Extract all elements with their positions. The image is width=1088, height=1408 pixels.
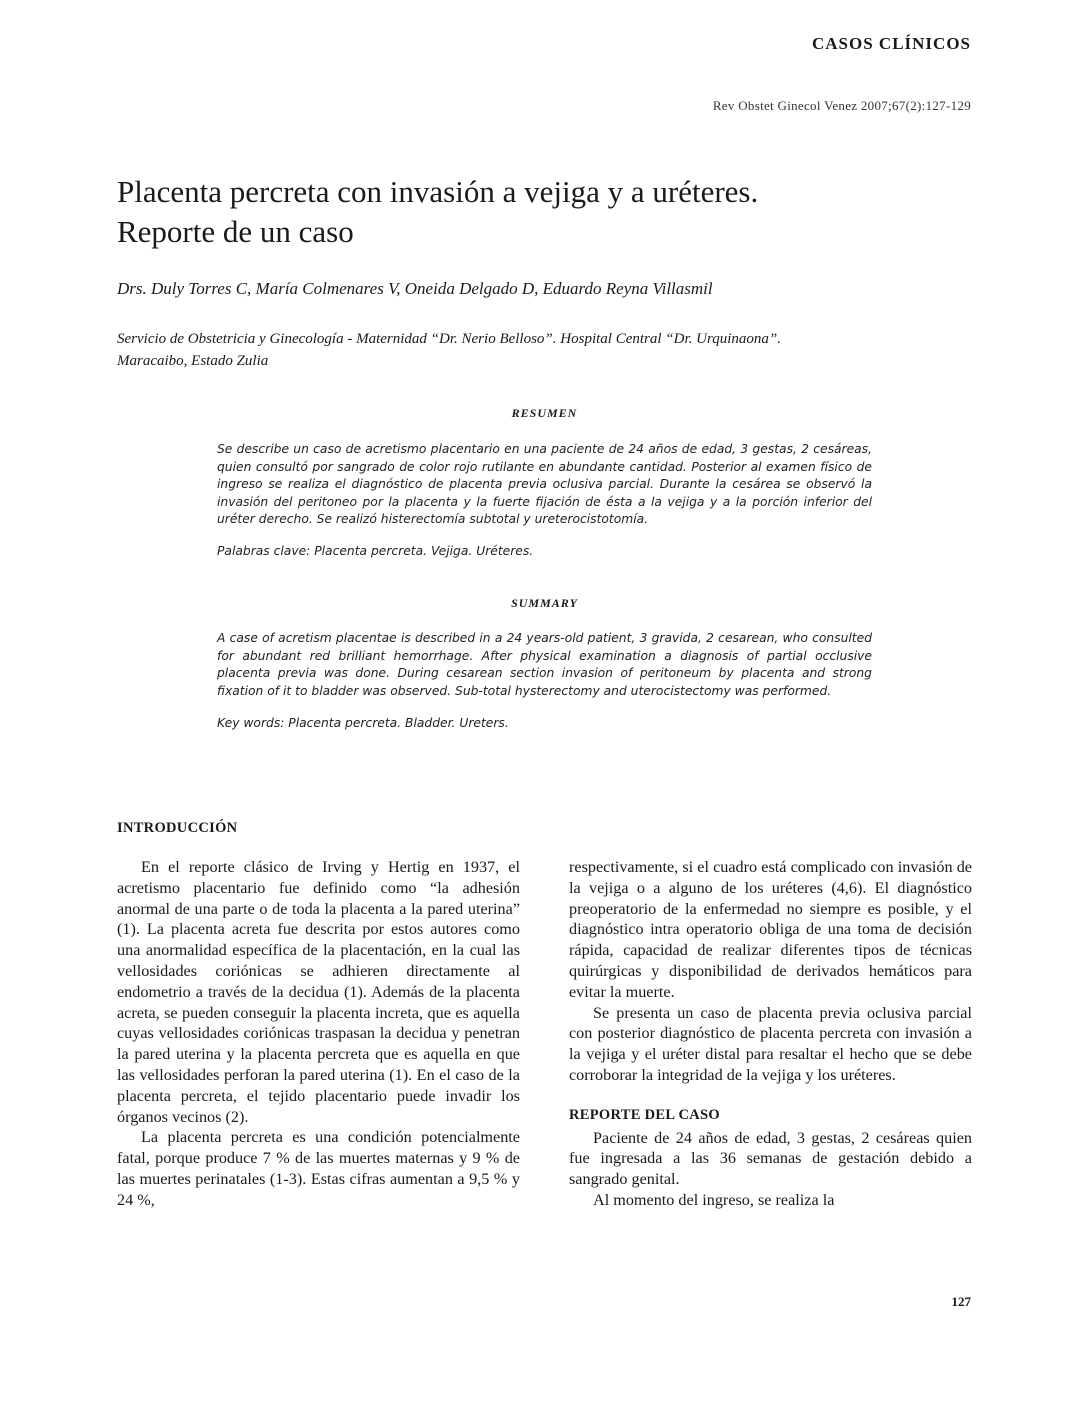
intro-heading: INTRODUCCIÓN [117, 820, 238, 836]
left-column [117, 857, 520, 1211]
summary-text: A case of acretism placentae is described in a 24 years-old patient, 3 gravida, 2 cesarean, who consulted for abundant red brilliant hemorrhage. After physical examination a diagnosis of partial occlusive placenta previa was done. During cesarean section invasion of peritoneum by placenta and strong fixation of it to bladder was observed. Sub-total hysterectomy and uterocistectomy was performed. [217, 631, 872, 698]
summary-keywords: Key words: Placenta percreta. Bladder. Ureters. [217, 716, 509, 730]
title-line-1: Placenta percreta con invasión a vejiga y a uréteres. [117, 174, 759, 209]
summary-heading: SUMMARY [511, 596, 578, 610]
right-column [569, 857, 972, 1211]
resumen-keywords: Palabras clave: Placenta percreta. Vejiga. Uréteres. [217, 544, 534, 558]
article-title [117, 172, 977, 252]
caso-heading: REPORTE DEL CASO [569, 1106, 720, 1123]
title-line-2: Reporte de un caso [117, 214, 354, 249]
affiliation [117, 328, 977, 372]
intro-paragraph-4: Se presenta un caso de placenta previa oclusiva parcial con posterior diagnóstico de placenta percreta con invasión a la vejiga y el uréter distal para resaltar el hecho que se debe corroborar la integridad de la vejiga y los uréteres. [569, 1003, 972, 1084]
caso-paragraph-1: Paciente de 24 años de edad, 3 gestas, 2 cesáreas quien fue ingresada a las 36 semanas de gestación debido a sangrado genital. [569, 1128, 972, 1189]
section-label: CASOS CLÍNICOS [811, 34, 971, 53]
resumen-heading: RESUMEN [511, 406, 578, 420]
intro-paragraph-2: La placenta percreta es una condición potencialmente fatal, porque produce 7 % de las muertes maternas y 9 % de las muertes perinatales (1-3). Estas cifras aumentan a 9,5 % y 24 %, [117, 1128, 520, 1209]
journal-citation: Rev Obstet Ginecol Venez 2007;67(2):127-129 [712, 98, 971, 113]
resumen-text: Se describe un caso de acretismo placentario en una paciente de 24 años de edad, 3 gestas, 2 cesáreas, quien consultó por sangrado de color rojo rutilante en abundante cantidad. Posterior al examen físico de ingreso se realiza el diagnóstico de placenta previa oclusiva parcial. Durante la cesárea se observó la invasión del peritoneo por la placenta y la fuerte fijación de ésta a la vejiga y a la porción inferior del uréter derecho. Se realizó histerectomía subtotal y ureterocistotomía. [217, 442, 872, 526]
page-number: 127 [951, 1294, 971, 1309]
intro-paragraph-3: respectivamente, si el cuadro está complicado con invasión de la vejiga o a alguno de los uréteres (4,6). El diagnóstico preoperatorio de la enfermedad no siempre es posible, y el diagnóstico intra operatorio obliga de una toma de decisión rápida, capacidad de realizar diferentes tipos de técnicas quirúrgicas y disponibilidad de derivados hemáticos para evitar la muerte. [569, 858, 972, 1001]
affiliation-line-1: Servicio de Obstetricia y Ginecología - Maternidad “Dr. Nerio Belloso”. Hospital Central “Dr. Urquinaona”. [117, 331, 782, 347]
caso-paragraph-2: Al momento del ingreso, se realiza la [593, 1190, 835, 1209]
authors: Drs. Duly Torres C, María Colmenares V, Oneida Delgado D, Eduardo Reyna Villasmil [117, 279, 713, 298]
intro-paragraph-1: En el reporte clásico de Irving y Hertig en 1937, el acretismo placentario fue definido como “la adhesión anormal de una parte o de toda la placenta a la pared uterina” (1). La placenta acreta fue descrita por estos autores como una anormalidad específica de la placentación, en la cual las vellosidades coriónicas se adhieren directamente al endometrio a través de la decidua (1). Además de la placenta acreta, se pueden conseguir la placenta increta, que es aquella cuyas vellosidades coriónicas traspasan la decidua y penetran la pared uterina y la placenta percreta que es aquella en que las vellosidades perforan la pared uterina (1). En el caso de la placenta percreta, el tejido placentario puede invadir los órganos vecinos (2). [117, 858, 520, 1126]
affiliation-line-2: Maracaibo, Estado Zulia [117, 353, 269, 369]
